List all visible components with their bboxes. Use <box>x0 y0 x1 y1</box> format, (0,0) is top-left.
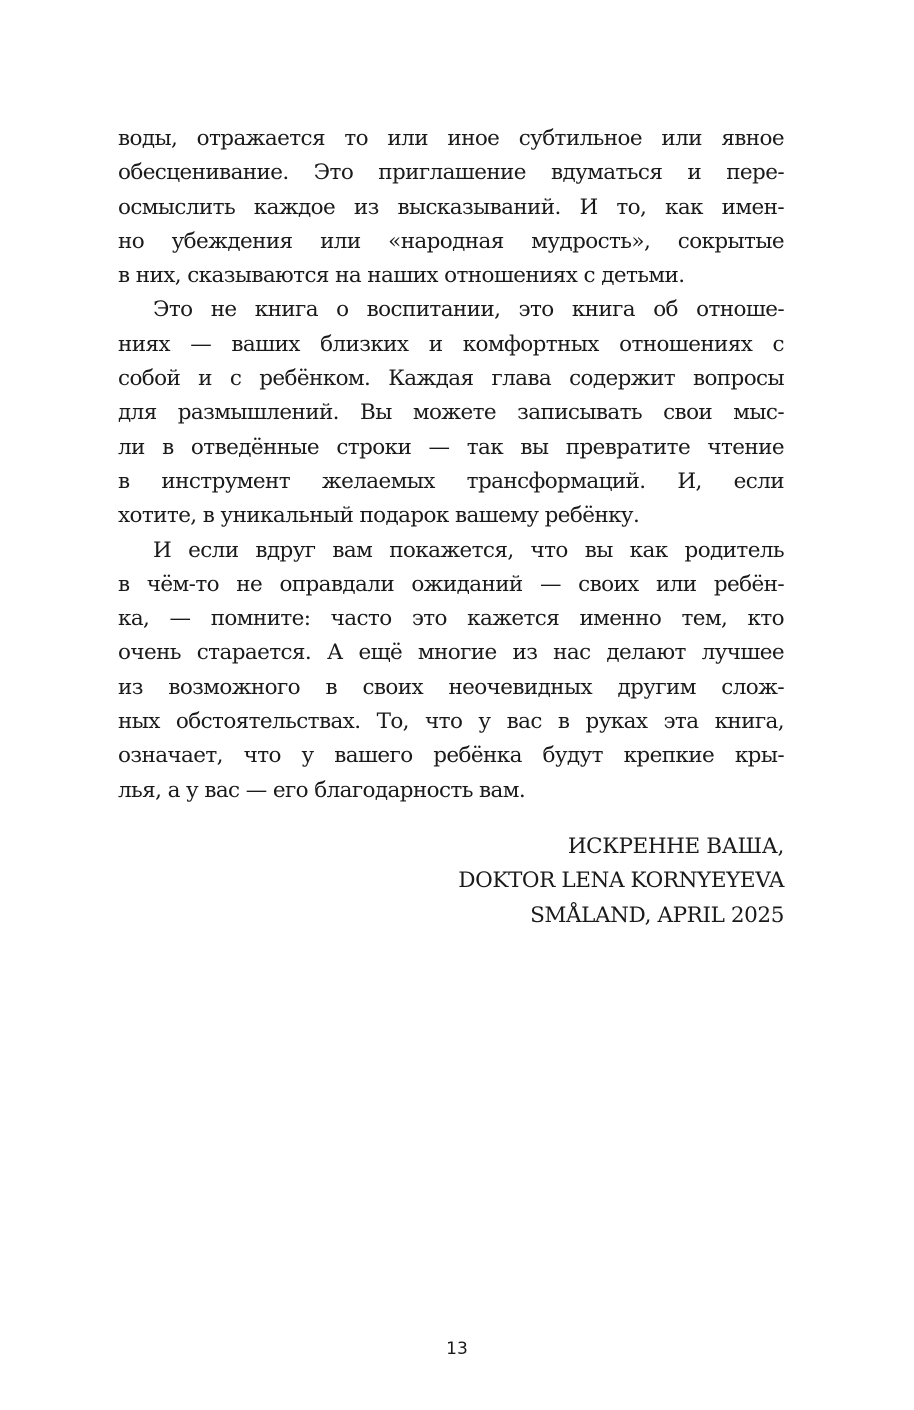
page-number: 13 <box>446 1339 468 1359</box>
text-line: в них, сказываются на наших отношениях с детьми. <box>118 263 685 289</box>
text-line: ка, — помните: часто это кажется именно тем, кто <box>118 606 784 632</box>
body-text <box>118 122 784 808</box>
text-line: ных обстоятельствах. То, что у вас в руках эта книга, <box>118 709 784 735</box>
text-line: И если вдруг вам покажется, что вы как родитель <box>153 537 784 563</box>
text-line: в инструмент желаемых трансформаций. И, если <box>118 468 784 494</box>
paragraph <box>118 122 784 293</box>
text-line: в чём-то не оправдали ожиданий — своих или ребён- <box>118 571 784 597</box>
text-line: но убеждения или «народная мудрость», сокрытые <box>118 228 784 254</box>
text-line: хотите, в уникальный подарок вашему ребёнку. <box>118 503 640 529</box>
signature-author: DOKTOR LENA KORNYEYEVA <box>458 868 784 894</box>
text-line: воды, отражается то или иное субтильное или явное <box>118 126 784 151</box>
text-line: лья, а у вас — его благодарность вам. <box>118 777 526 803</box>
paragraph <box>118 534 784 808</box>
text-line: ниях — ваших близких и комфортных отношениях с <box>118 331 784 357</box>
paragraph <box>118 293 784 533</box>
signature-closing: ИСКРЕННЕ ВАША, <box>567 834 784 859</box>
text-line: очень старается. А ещё многие из нас делают лучшее <box>118 640 784 666</box>
text-line: обесценивание. Это приглашение вдуматься и пере- <box>118 160 784 186</box>
text-line: осмыслить каждое из высказываний. И то, как имен- <box>118 194 784 220</box>
text-line: для размышлений. Вы можете записывать свои мыс- <box>118 400 784 426</box>
text-line: из возможного в своих неочевидных другим слож- <box>118 674 784 700</box>
signature-place-date: SMÅLAND, APRIL 2025 <box>530 902 784 928</box>
text-line: ли в отведённые строки — так вы превратите чтение <box>118 434 784 460</box>
text-line: собой и с ребёнком. Каждая глава содержит вопросы <box>118 366 784 392</box>
text-line: означает, что у вашего ребёнка будут крепкие кры- <box>118 743 784 769</box>
signature-block <box>458 830 784 933</box>
text-line: Это не книга о воспитании, это книга об отноше- <box>153 297 784 323</box>
